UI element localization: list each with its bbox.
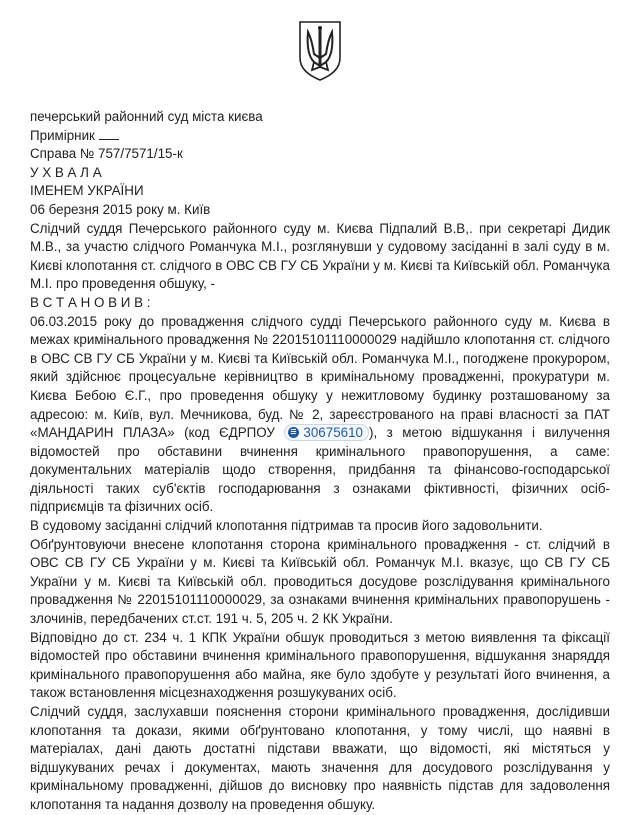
in-name-of-ukraine: ІМЕНЕМ УКРАЇНИ bbox=[30, 183, 144, 199]
paragraph-1: Слідчий суддя Печерського районного суду м. Києва Підпалий В.В,. при секретарі Дидик М.В., за участю слідчого Романчука М.І., розглянувши у судовому засіданні в залі суду в м. Києві клопотання ст. слідчого в ОВС СВ ГУ СБ України у м. Києві та Київській обл. Романчука М.І. про проведення обшуку, - bbox=[30, 220, 610, 292]
company-registry-icon bbox=[288, 427, 299, 438]
document-type: У Х В А Л А bbox=[30, 164, 102, 180]
document-body bbox=[30, 108, 610, 815]
judge-label-line bbox=[30, 127, 610, 146]
coat-of-arms-icon bbox=[298, 20, 342, 82]
case-number: Справа № 757/7571/15-к bbox=[30, 146, 183, 162]
paragraph-2-text-b: ), з метою відшукання і вилучення відомостей про обставини вчинення кримінального правопорушення, а саме: документальних матеріалів щодо створення, придбання та фінансово-господарської діяльності таких суб'єктів господарювання з ознаками фіктивності, фізичних осіб-підприємців та фізичних осіб. bbox=[30, 425, 610, 515]
edrpou-code: 30675610 bbox=[303, 425, 363, 441]
paragraph-2-text-a: 06.03.2015 року до провадження слідчого судді Печерського районного суду м. Києва в межах кримінального провадження № 22015101110000029 надійшло клопотання ст. слідчого в ОВС СВ ГУ СБ України у м. Києві та Київській обл. Романчука М.І., погоджене прокурором, який здійснює процесуальне керівництво в кримінальному провадженні, прокуратури м. Києва Бебою Є.Г., про проведення обшуку у нежитловому будинку розташованому за адресою: м. Київ, вул. Мечникова, буд. № 2, зареєстрованого на праві власності за ПАТ «МАНДАРИН ПЛАЗА» (код ЄДРПОУ bbox=[30, 313, 610, 441]
judge-label: Примірник bbox=[30, 127, 95, 143]
court-name: печерський районний суд міста києва bbox=[30, 109, 263, 124]
paragraph-4: Обґрунтовуючи внесене клопотання сторона кримінального провадження - ст. слідчий в ОВС СВ ГУ СБ України у м. Києві та Київській обл. Романчук М.І. вказує, що СВ ГУ СБ України у м. Києві та Київській обл. проводиться досудове розслідування кримінального провадження № 22015101110000029, за ознаками вчинення кримінальних правопорушень - злочинів, передбачених ст.ст. 191 ч. 5, 205 ч. 2 КК України. bbox=[30, 536, 610, 627]
edrpou-link[interactable] bbox=[284, 424, 369, 441]
paragraph-6: Слідчий суддя, заслухавши пояснення сторони кримінального провадження, дослідивши клопотання та докази, якими обґрунтовано клопотання, у тому числі, що наявні в матеріалах, дані дають достатні підстави вважати, що відомості, які містяться у відшукуваних речах і документах, мають значення для досудового розслідування у кримінальному провадженні, дійшов до висновку про наявність підстав для задоволення клопотання та надання дозволу на проведення обшуку. bbox=[30, 704, 610, 812]
blank-line bbox=[99, 128, 119, 140]
date-and-place: 06 березня 2015 року м. Київ bbox=[30, 201, 211, 217]
established-heading: В С Т А Н О В И В : bbox=[30, 294, 151, 310]
paragraph-3: В судовому засіданні слідчий клопотання підтримав та просив його задовольнити. bbox=[30, 518, 543, 534]
paragraph-2 bbox=[30, 313, 610, 518]
paragraph-5: Відповідно до ст. 234 ч. 1 КПК України обшук проводиться з метою виявлення та фіксації відомостей про обставини вчинення кримінального правопорушення, відшукання знаряддя кримінального правопорушення або майна, яке було здобуте у результаті його вчинення, а також встановлення місцезнаходження розшукуваних осіб. bbox=[30, 629, 610, 701]
